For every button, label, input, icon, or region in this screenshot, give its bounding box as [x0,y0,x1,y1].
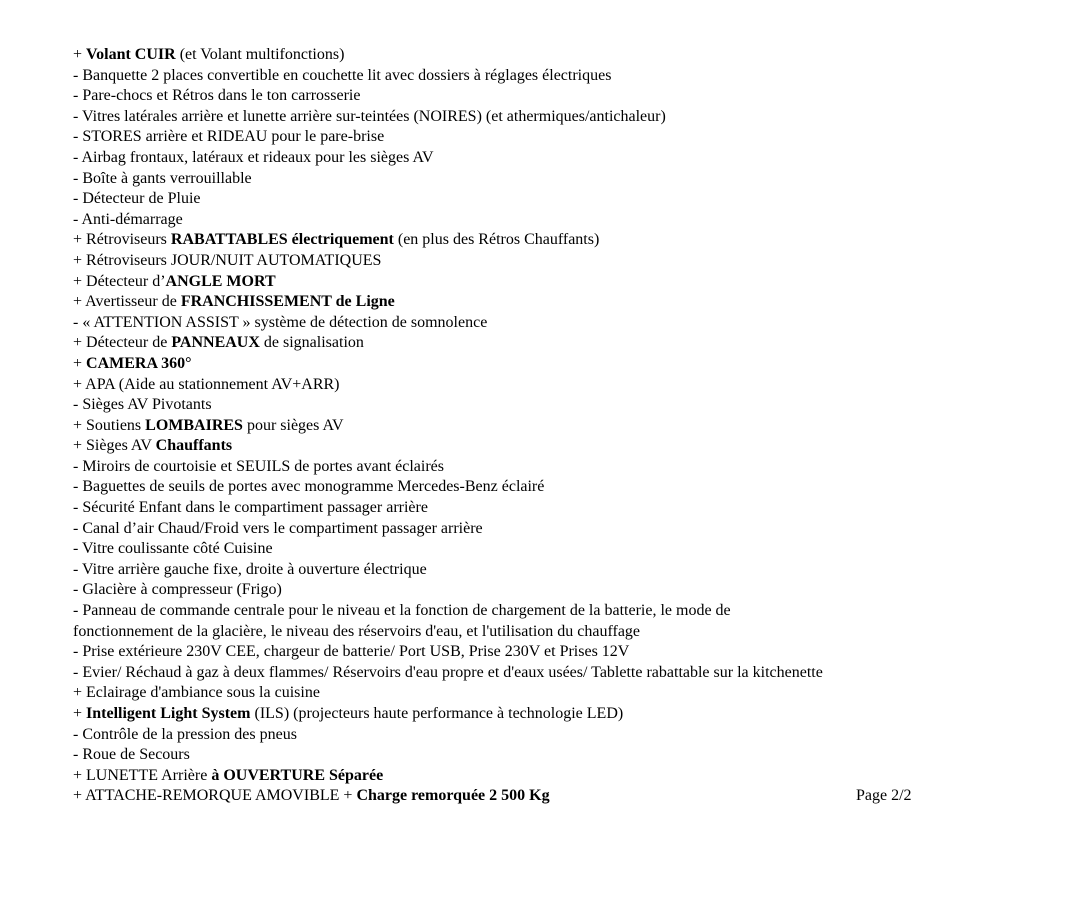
list-item [73,519,973,540]
bold-text: ANGLE MORT [165,272,276,290]
text-segment: - Miroirs de courtoisie et SEUILS de portes avant éclairés [73,457,444,475]
text-segment: - Baguettes de seuils de portes avec monogramme Mercedes-Benz éclairé [73,478,545,496]
text-segment: + LUNETTE Arrière [73,766,212,784]
text-segment: - Anti-démarrage [73,210,183,228]
text-segment: - Panneau de commande centrale pour le niveau et la fonction de chargement de la batterie, le mode de [73,602,731,620]
text-segment: - Vitres latérales arrière et lunette arrière sur-teintées (NOIRES) (et athermiques/antichaleur) [73,107,666,125]
list-item [73,148,973,169]
list-item [73,416,973,437]
equipment-list [73,45,973,807]
list-item [73,210,973,231]
bold-text: Intelligent Light System [86,705,251,722]
list-item [73,601,973,622]
text-segment: + Rétroviseurs [73,231,171,249]
text-segment: + [73,354,87,372]
list-item [73,498,973,519]
list-item [73,395,973,416]
bold-text: FRANCHISSEMENT de Ligne [180,293,395,311]
text-segment: (ILS) (projecteurs haute performance à technologie LED) [250,705,624,722]
list-item [73,580,973,601]
bold-text: Charge remorquée 2 500 Kg [356,787,550,805]
text-segment: - Prise extérieure 230V CEE, chargeur de batterie/ Port USB, Prise 230V et Prises 12V [73,643,630,661]
list-item [73,375,973,396]
list-item [73,745,973,766]
list-item [73,354,973,375]
text-segment: - Vitre arrière gauche fixe, droite à ouverture électrique [73,560,427,578]
list-item [73,683,973,704]
text-segment: - Pare-chocs et Rétros dans le ton carrosserie [73,87,361,105]
list-item [73,725,973,746]
text-segment: - Banquette 2 places convertible en couchette lit avec dossiers à réglages électriques [73,66,612,84]
list-item [73,704,973,725]
bold-text: Volant CUIR [86,46,176,63]
text-segment: + Eclairage d'ambiance sous la cuisine [73,684,320,702]
list-item [73,86,973,107]
bold-text: RABATTABLES électriquement [170,231,394,249]
text-segment: - Contrôle de la pression des pneus [73,725,297,743]
text-segment: + Avertisseur de [73,293,181,311]
text-segment: - STORES arrière et RIDEAU pour le pare-brise [73,128,385,146]
list-item [73,313,973,334]
text-segment: - Sièges AV Pivotants [73,396,212,414]
bold-text: Chauffants [155,437,233,455]
text-segment: fonctionnement de la glacière, le niveau des réservoirs d'eau, et l'utilisation du chauffage [73,622,641,640]
list-item [73,786,973,807]
list-item [73,189,973,210]
text-segment: - Canal d’air Chaud/Froid vers le compartiment passager arrière [73,519,483,537]
bold-text: CAMERA 360° [86,354,192,372]
text-segment: - Evier/ Réchaud à gaz à deux flammes/ Réservoirs d'eau propre et d'eaux usées/ Tablette rabattable sur la kitchenette [73,663,823,681]
text-segment: + Détecteur d’ [73,272,166,290]
list-item [73,560,973,581]
text-segment: - Airbag frontaux, latéraux et rideaux pour les sièges AV [73,148,434,166]
list-item [73,333,973,354]
list-item [73,436,973,457]
text-segment: - Boîte à gants verrouillable [73,169,252,187]
text-segment: + Soutiens [73,416,146,434]
text-segment: - Détecteur de Pluie [73,190,201,208]
text-segment: - Vitre coulissante côté Cuisine [73,540,273,558]
list-item [73,292,973,313]
text-segment: + Sièges AV [73,437,156,455]
list-item [73,251,973,272]
text-segment: + Détecteur de [73,334,172,352]
list-item [73,272,973,293]
text-segment: (et Volant multifonctions) [175,46,345,63]
text-segment: + Rétroviseurs JOUR/NUIT AUTOMATIQUES [73,251,382,269]
bold-text: PANNEAUX [171,334,260,352]
page-number: Page 2/2 [856,787,912,805]
text-segment: - Roue de Secours [73,746,190,764]
bold-text: LOMBAIRES [145,416,243,434]
text-segment: - Glacière à compresseur (Frigo) [73,581,282,599]
list-item [73,127,973,148]
list-item [73,622,973,643]
list-item [73,66,973,87]
list-item [73,457,973,478]
text-segment: de signalisation [259,334,364,352]
list-item [73,230,973,251]
list-item [73,477,973,498]
bold-text: à OUVERTURE Séparée [211,766,384,784]
text-segment: - « ATTENTION ASSIST » système de détection de somnolence [73,313,488,331]
list-item [73,766,973,787]
list-item [73,45,973,66]
text-segment: (en plus des Rétros Chauffants) [393,231,600,249]
text-segment: - Sécurité Enfant dans le compartiment passager arrière [73,499,428,517]
text-segment: + APA (Aide au stationnement AV+ARR) [73,375,340,393]
list-item [73,107,973,128]
list-item [73,642,973,663]
list-item [73,663,973,684]
list-item [73,169,973,190]
text-segment: pour sièges AV [242,416,344,434]
text-segment: + ATTACHE-REMORQUE AMOVIBLE + [73,787,357,805]
list-item [73,539,973,560]
text-segment: + [73,705,87,722]
text-segment: + [73,46,87,63]
